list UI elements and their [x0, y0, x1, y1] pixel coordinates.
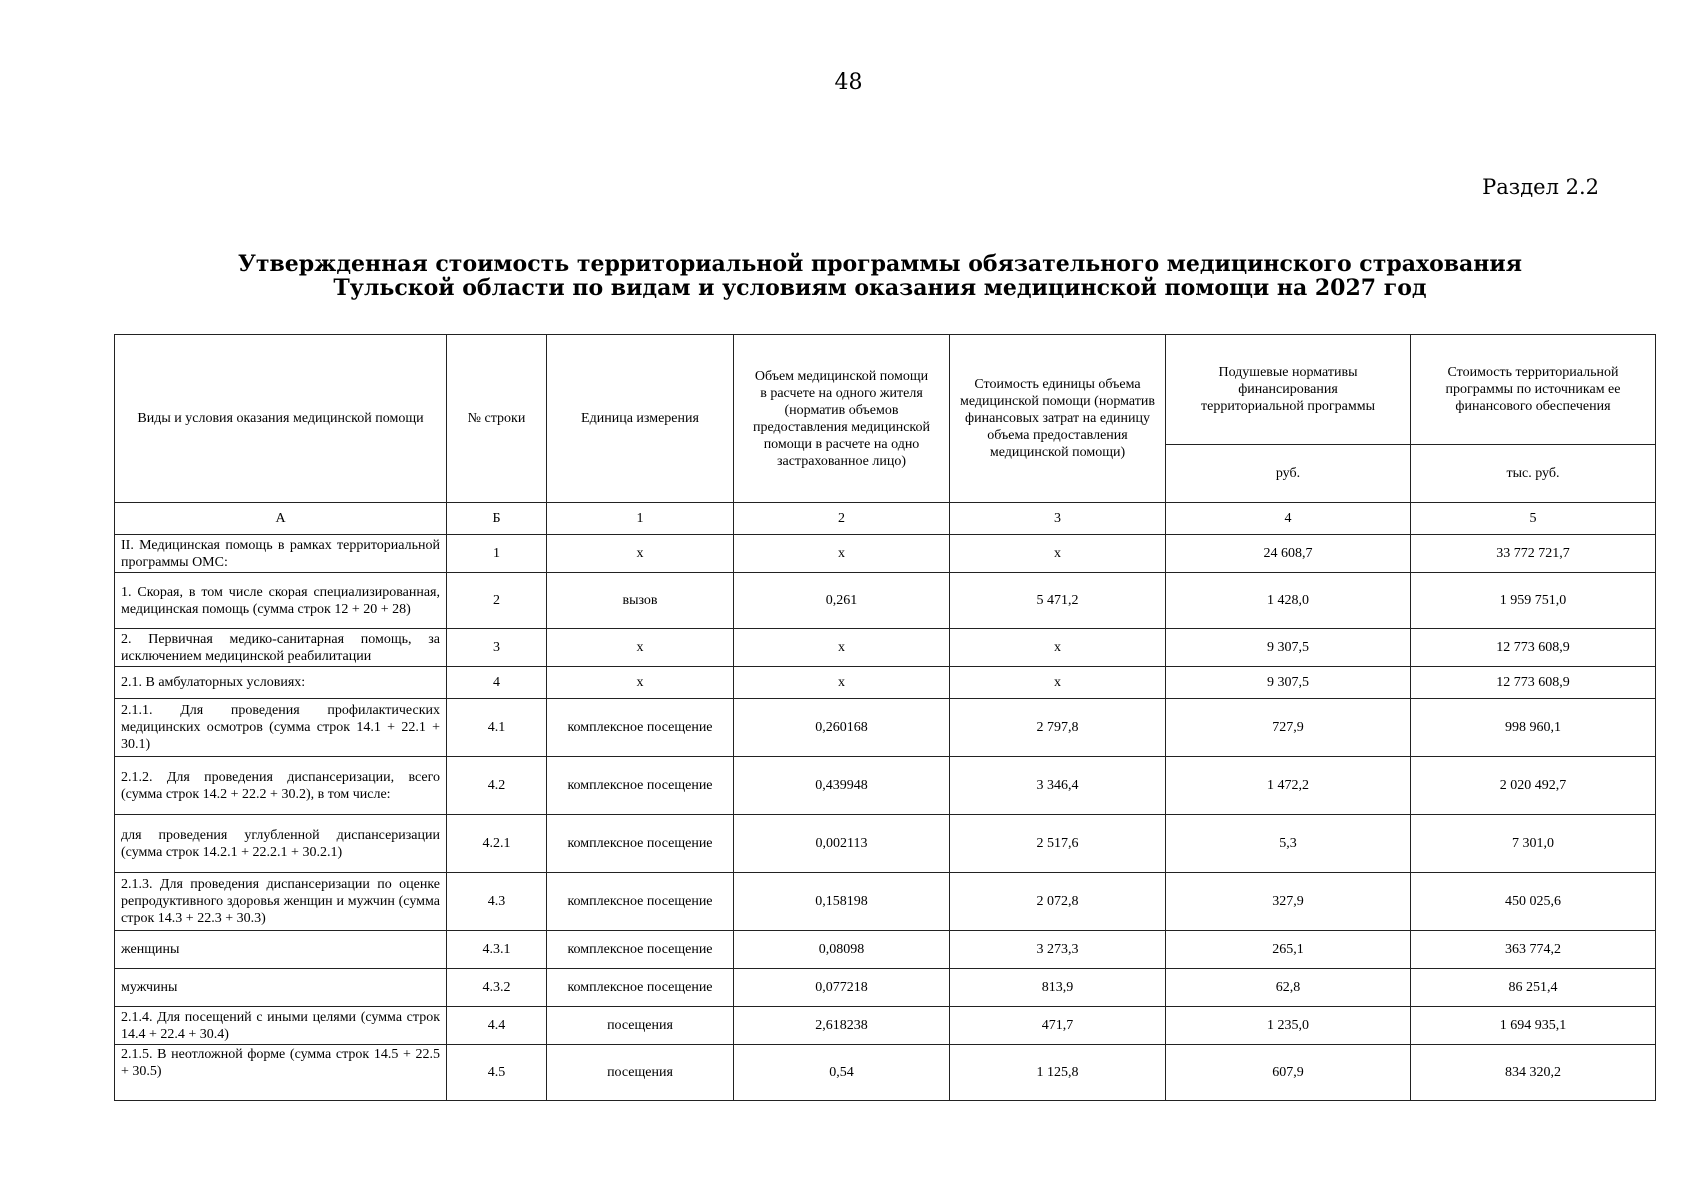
cost-table [114, 334, 1656, 1101]
index-cell: А [115, 503, 447, 535]
row-total-cost: 86 251,4 [1411, 969, 1656, 1007]
row-name: женщины [115, 931, 447, 969]
row-number: 4.3.2 [447, 969, 547, 1007]
row-name: II. Медицинская помощь в рамках территориальной программы ОМС: [115, 535, 447, 573]
row-unit: комплексное посещение [547, 969, 734, 1007]
row-unit-cost: 2 517,6 [950, 815, 1166, 873]
row-name: для проведения углубленной диспансеризации (сумма строк 14.2.1 + 22.2.1 + 30.2.1) [115, 815, 447, 873]
header-col-1: Единица измерения [547, 335, 734, 503]
index-cell: 2 [734, 503, 950, 535]
row-volume: х [734, 535, 950, 573]
row-total-cost: 12 773 608,9 [1411, 629, 1656, 667]
title-line-1: Утвержденная стоимость территориальной программы обязательного медицинского страхования [238, 251, 1522, 277]
row-per-capita: 1 235,0 [1166, 1007, 1411, 1045]
document-title [0, 252, 1697, 300]
row-unit-cost: х [950, 629, 1166, 667]
row-unit-cost: 5 471,2 [950, 573, 1166, 629]
row-per-capita: 265,1 [1166, 931, 1411, 969]
row-per-capita: 727,9 [1166, 699, 1411, 757]
row-number: 4.2.1 [447, 815, 547, 873]
row-unit-cost: х [950, 667, 1166, 699]
row-unit-cost: 2 072,8 [950, 873, 1166, 931]
index-cell: Б [447, 503, 547, 535]
header-col-a: Виды и условия оказания медицинской помощи [115, 335, 447, 503]
row-total-cost: 12 773 608,9 [1411, 667, 1656, 699]
table-row [115, 757, 1656, 815]
row-unit-cost: 471,7 [950, 1007, 1166, 1045]
row-per-capita: 327,9 [1166, 873, 1411, 931]
row-unit-cost: 3 346,4 [950, 757, 1166, 815]
row-per-capita: 9 307,5 [1166, 629, 1411, 667]
row-name: 2.1.2. Для проведения диспансеризации, всего (сумма строк 14.2 + 22.2 + 30.2), в том числе: [115, 757, 447, 815]
row-name: 2.1.5. В неотложной форме (сумма строк 14.5 + 22.5 + 30.5) [115, 1045, 447, 1101]
row-unit: комплексное посещение [547, 757, 734, 815]
row-number: 1 [447, 535, 547, 573]
row-total-cost: 33 772 721,7 [1411, 535, 1656, 573]
header-col-5: Стоимость территориальной программы по источникам ее финансового обеспечения [1411, 335, 1656, 445]
table-row [115, 629, 1656, 667]
row-number: 4 [447, 667, 547, 699]
table-row [115, 931, 1656, 969]
row-number: 3 [447, 629, 547, 667]
row-unit: вызов [547, 573, 734, 629]
table-row [115, 667, 1656, 699]
row-number: 4.3.1 [447, 931, 547, 969]
row-unit-cost: 3 273,3 [950, 931, 1166, 969]
table-row [115, 535, 1656, 573]
row-name: 2.1.3. Для проведения диспансеризации по оценке репродуктивного здоровья женщин и мужчин (сумма строк 14.3 + 22.3 + 30.3) [115, 873, 447, 931]
row-per-capita: 9 307,5 [1166, 667, 1411, 699]
row-total-cost: 450 025,6 [1411, 873, 1656, 931]
row-number: 4.4 [447, 1007, 547, 1045]
row-number: 4.3 [447, 873, 547, 931]
row-number: 2 [447, 573, 547, 629]
table-row [115, 1045, 1656, 1101]
row-volume: х [734, 629, 950, 667]
header-col-4: Подушевые нормативы финансирования территориальной программы [1166, 335, 1411, 445]
row-total-cost: 1 694 935,1 [1411, 1007, 1656, 1045]
row-name: 2.1.4. Для посещений с иными целями (сумма строк 14.4 + 22.4 + 30.4) [115, 1007, 447, 1045]
row-total-cost: 834 320,2 [1411, 1045, 1656, 1101]
row-unit: посещения [547, 1045, 734, 1101]
header-col-b: № строки [447, 335, 547, 503]
section-label: Раздел 2.2 [1482, 175, 1599, 199]
row-volume: 2,618238 [734, 1007, 950, 1045]
index-row [115, 503, 1656, 535]
row-name: 2.1.1. Для проведения профилактических медицинских осмотров (сумма строк 14.1 + 22.1 + 30.1) [115, 699, 447, 757]
page-number: 48 [834, 70, 863, 95]
row-unit: комплексное посещение [547, 815, 734, 873]
row-name: 2.1. В амбулаторных условиях: [115, 667, 447, 699]
row-name: 1. Скорая, в том числе скорая специализированная, медицинская помощь (сумма строк 12 + 20 + 28) [115, 573, 447, 629]
row-unit: х [547, 535, 734, 573]
row-unit: комплексное посещение [547, 699, 734, 757]
table-row [115, 699, 1656, 757]
row-number: 4.5 [447, 1045, 547, 1101]
row-unit: комплексное посещение [547, 931, 734, 969]
row-volume: 0,08098 [734, 931, 950, 969]
row-per-capita: 24 608,7 [1166, 535, 1411, 573]
header-col-2: Объем медицинской помощи в расчете на одного жителя (норматив объемов предоставления медицинской помощи в расчете на одно застрахованное лицо) [734, 335, 950, 503]
row-unit: комплексное посещение [547, 873, 734, 931]
index-cell: 3 [950, 503, 1166, 535]
row-number: 4.2 [447, 757, 547, 815]
row-volume: 0,077218 [734, 969, 950, 1007]
row-volume: 0,002113 [734, 815, 950, 873]
table-row [115, 815, 1656, 873]
row-name: мужчины [115, 969, 447, 1007]
row-unit-cost: 2 797,8 [950, 699, 1166, 757]
row-volume: 0,158198 [734, 873, 950, 931]
row-unit-cost: 1 125,8 [950, 1045, 1166, 1101]
table-row [115, 969, 1656, 1007]
row-per-capita: 607,9 [1166, 1045, 1411, 1101]
row-per-capita: 1 472,2 [1166, 757, 1411, 815]
table-row [115, 873, 1656, 931]
row-total-cost: 2 020 492,7 [1411, 757, 1656, 815]
row-unit: х [547, 667, 734, 699]
row-per-capita: 5,3 [1166, 815, 1411, 873]
table-row [115, 1007, 1656, 1045]
row-volume: 0,439948 [734, 757, 950, 815]
index-cell: 1 [547, 503, 734, 535]
row-volume: х [734, 667, 950, 699]
row-number: 4.1 [447, 699, 547, 757]
table-row [115, 573, 1656, 629]
row-per-capita: 62,8 [1166, 969, 1411, 1007]
row-volume: 0,260168 [734, 699, 950, 757]
row-unit-cost: 813,9 [950, 969, 1166, 1007]
row-total-cost: 7 301,0 [1411, 815, 1656, 873]
index-cell: 5 [1411, 503, 1656, 535]
row-unit: посещения [547, 1007, 734, 1045]
row-total-cost: 363 774,2 [1411, 931, 1656, 969]
header-unit-4: руб. [1166, 445, 1411, 503]
row-total-cost: 1 959 751,0 [1411, 573, 1656, 629]
index-cell: 4 [1166, 503, 1411, 535]
row-unit-cost: х [950, 535, 1166, 573]
row-unit: х [547, 629, 734, 667]
row-volume: 0,261 [734, 573, 950, 629]
row-volume: 0,54 [734, 1045, 950, 1101]
row-per-capita: 1 428,0 [1166, 573, 1411, 629]
title-line-2: Тульской области по видам и условиям оказания медицинской помощи на 2027 год [333, 275, 1427, 301]
row-total-cost: 998 960,1 [1411, 699, 1656, 757]
row-name: 2. Первичная медико-санитарная помощь, за исключением медицинской реабилитации [115, 629, 447, 667]
header-unit-5: тыс. руб. [1411, 445, 1656, 503]
header-col-3: Стоимость единицы объема медицинской помощи (норматив финансовых затрат на единицу объема предоставления медицинской помощи) [950, 335, 1166, 503]
